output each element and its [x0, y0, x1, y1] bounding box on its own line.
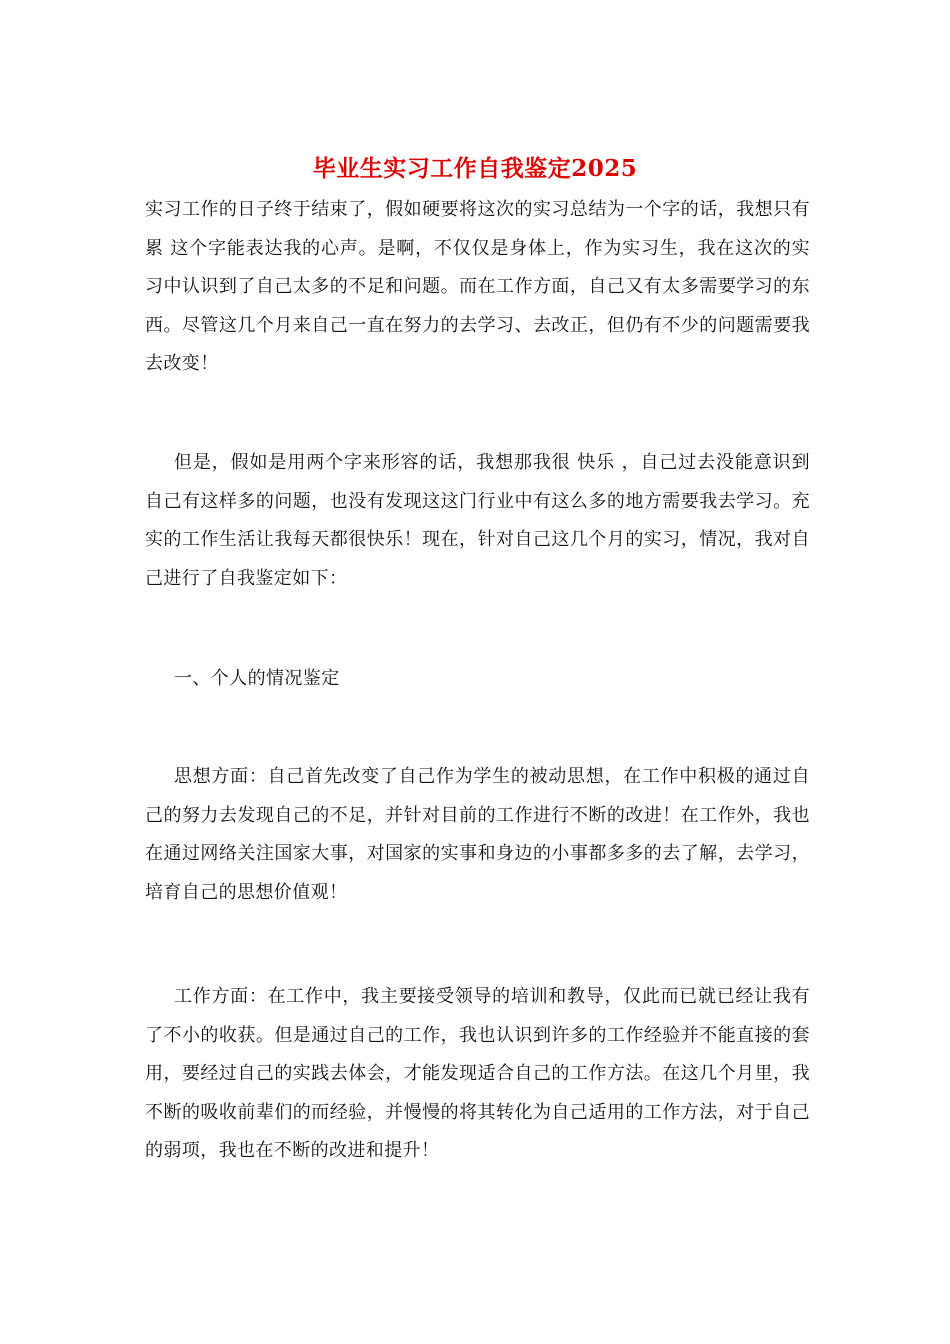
section-heading-personal: 一、个人的情况鉴定	[174, 668, 340, 689]
paragraph-thinking: 思想方面：自己首先改变了自己作为学生的被动思想，在工作中积极的通过自己的努力去发现自己的不足，并针对目前的工作进行不断的改进！在工作外，我也在通过网络关注国家大事，对国家的实事和身边的小事都多多的去了解，去学习，培育自己的思想价值观！	[145, 766, 810, 903]
paragraph-intro: 实习工作的日子终于结束了，假如硬要将这次的实习总结为一个字的话，我想只有 累 这个字能表达我的心声。是啊，不仅仅是身体上，作为实习生，我在这次的实习中认识到了自己太多的不足和问题。而在工作方面，自己又有太多需要学习的东西。尽管这几个月来自己一直在努力的去学习、去改正，但仍有不少的问题需要我去改变！	[145, 199, 810, 374]
paragraph-work: 工作方面：在工作中，我主要接受领导的培训和教导，仅此而已就已经让我有了不小的收获。但是通过自己的工作，我也认识到许多的工作经验并不能直接的套用，要经过自己的实践去体会，才能发现适合自己的工作方法。在这几个月里，我不断的吸收前辈们的而经验，并慢慢的将其转化为自己适用的工作方法，对于自己的弱项，我也在不断的改进和提升！	[145, 986, 810, 1161]
document-title: 毕业生实习工作自我鉴定2025	[312, 155, 638, 182]
paragraph-happy: 但是，假如是用两个字来形容的话，我想那我很 快乐 ，自己过去没能意识到自己有这样多的问题，也没有发现这这门行业中有这么多的地方需要我去学习。充实的工作生活让我每天都很快乐！现在，针对自己这几个月的实习，情况，我对自己进行了自我鉴定如下：	[145, 452, 810, 589]
